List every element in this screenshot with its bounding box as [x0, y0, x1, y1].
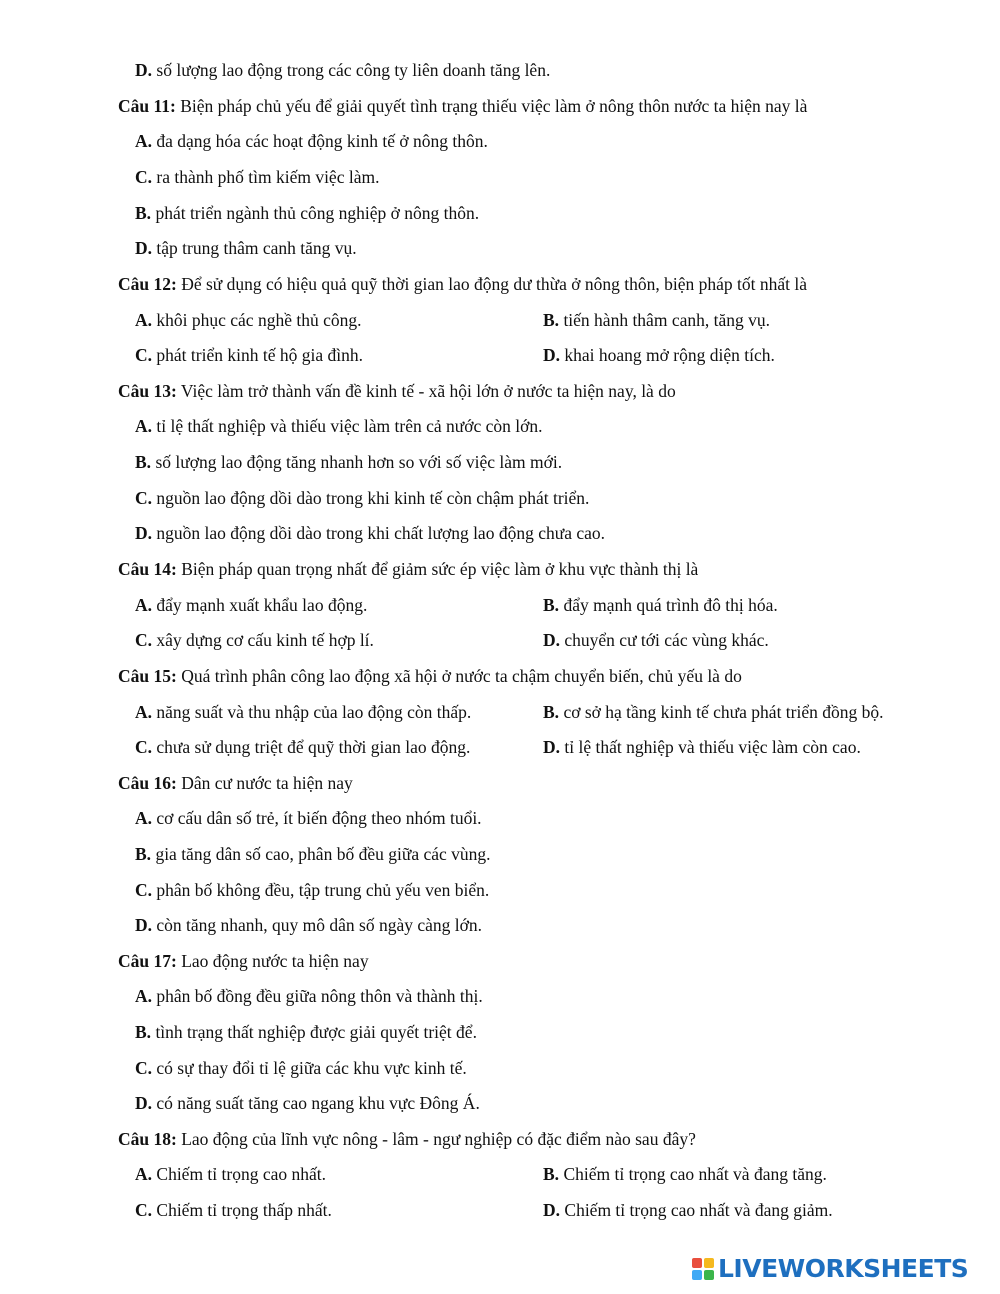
question-line [118, 95, 807, 117]
answer-option [135, 736, 470, 758]
question-number: Câu 17: [118, 951, 177, 971]
option-letter: B. [135, 1022, 152, 1042]
option-text: phân bố đồng đều giữa nông thôn và thành thị. [156, 986, 483, 1006]
answer-option [135, 1199, 332, 1221]
question-text: Để sử dụng có hiệu quả quỹ thời gian lao động dư thừa ở nông thôn, biện pháp tốt nhất là [181, 274, 808, 294]
answer-option [135, 344, 363, 366]
option-text: chưa sử dụng triệt để quỹ thời gian lao động. [156, 737, 471, 757]
logo-square-red [692, 1258, 702, 1268]
option-text: phát triển kinh tế hộ gia đình. [156, 345, 363, 365]
answer-option [543, 1163, 827, 1185]
option-text: đẩy mạnh quá trình đô thị hóa. [563, 595, 778, 615]
option-text: phân bố không đều, tập trung chủ yếu ven biển. [156, 880, 490, 900]
option-letter: B. [543, 310, 560, 330]
question-text: Biện pháp chủ yếu để giải quyết tình trạng thiếu việc làm ở nông thôn nước ta hiện nay là [180, 96, 808, 116]
option-text: còn tăng nhanh, quy mô dân số ngày càng lớn. [156, 915, 483, 935]
question-text: Việc làm trở thành vấn đề kinh tế - xã hội lớn ở nước ta hiện nay, là do [180, 381, 676, 401]
answer-option [135, 985, 483, 1007]
option-text: khôi phục các nghề thủ công. [156, 310, 362, 330]
answer-option [135, 309, 361, 331]
logo-square-yellow [704, 1258, 714, 1268]
option-text: Chiếm tỉ trọng cao nhất và đang tăng. [563, 1164, 827, 1184]
answer-option [135, 1163, 326, 1185]
option-letter: A. [135, 416, 153, 436]
option-letter: B. [543, 1164, 560, 1184]
option-text: khai hoang mở rộng diện tích. [564, 345, 775, 365]
option-text: ra thành phố tìm kiếm việc làm. [156, 167, 380, 187]
answer-option [543, 701, 884, 723]
option-text: Chiếm tỉ trọng thấp nhất. [156, 1200, 332, 1220]
option-letter: D. [135, 523, 153, 543]
option-letter: C. [135, 167, 153, 187]
option-letter: A. [135, 131, 153, 151]
answer-option [135, 415, 543, 437]
option-letter: A. [135, 808, 153, 828]
option-text: chuyển cư tới các vùng khác. [564, 630, 769, 650]
answer-option [135, 879, 489, 901]
option-letter: D. [135, 238, 153, 258]
liveworksheets-logo-text: LIVEWORKSHEETS [718, 1254, 969, 1283]
option-letter: C. [135, 880, 153, 900]
answer-option [135, 807, 482, 829]
answer-option [135, 914, 482, 936]
option-text: có sự thay đổi tỉ lệ giữa các khu vực kinh tế. [156, 1058, 467, 1078]
option-letter: B. [543, 702, 560, 722]
answer-option [135, 522, 605, 544]
option-text: xây dựng cơ cấu kinh tế hợp lí. [156, 630, 374, 650]
option-text: số lượng lao động trong các công ty liên doanh tăng lên. [156, 60, 551, 80]
option-letter: A. [135, 310, 153, 330]
option-letter: C. [135, 737, 153, 757]
answer-option [135, 1092, 480, 1114]
answer-option [135, 843, 491, 865]
option-letter: D. [543, 630, 561, 650]
answer-option [543, 629, 769, 651]
question-number: Câu 14: [118, 559, 177, 579]
question-text: Lao động của lĩnh vực nông - lâm - ngư nghiệp có đặc điểm nào sau đây? [181, 1129, 696, 1149]
answer-option [543, 309, 770, 331]
question-text: Dân cư nước ta hiện nay [181, 773, 353, 793]
liveworksheets-logo[interactable] [692, 1253, 968, 1285]
option-text: có năng suất tăng cao ngang khu vực Đông Á. [156, 1093, 480, 1113]
option-letter: B. [543, 595, 560, 615]
question-line [118, 772, 353, 794]
option-text: năng suất và thu nhập của lao động còn thấp. [156, 702, 472, 722]
option-letter: A. [135, 1164, 153, 1184]
question-line [118, 273, 807, 295]
option-letter: B. [135, 844, 152, 864]
option-text: Chiếm tỉ trọng cao nhất. [156, 1164, 327, 1184]
answer-option [135, 1021, 477, 1043]
question-text: Biện pháp quan trọng nhất để giảm sức ép việc làm ở khu vực thành thị là [181, 559, 699, 579]
liveworksheets-logo-icon [692, 1258, 714, 1280]
question-number: Câu 11: [118, 96, 176, 116]
option-letter: D. [135, 1093, 153, 1113]
question-line [118, 1128, 696, 1150]
question-number: Câu 16: [118, 773, 177, 793]
option-text: cơ sở hạ tầng kinh tế chưa phát triển đồng bộ. [563, 702, 884, 722]
option-letter: A. [135, 702, 153, 722]
option-letter: D. [543, 1200, 561, 1220]
logo-square-green [704, 1270, 714, 1280]
answer-option [543, 594, 778, 616]
question-text: Quá trình phân công lao động xã hội ở nước ta chậm chuyển biến, chủ yếu là do [181, 666, 742, 686]
option-letter: C. [135, 1200, 153, 1220]
option-text: tập trung thâm canh tăng vụ. [156, 238, 357, 258]
answer-option [135, 594, 367, 616]
answer-option [135, 487, 589, 509]
option-text: Chiếm tỉ trọng cao nhất và đang giảm. [564, 1200, 833, 1220]
option-letter: A. [135, 595, 153, 615]
option-text: cơ cấu dân số trẻ, ít biến động theo nhóm tuổi. [156, 808, 482, 828]
option-letter: D. [135, 60, 153, 80]
answer-option [135, 59, 550, 81]
question-line [118, 950, 369, 972]
question-text: Lao động nước ta hiện nay [181, 951, 369, 971]
question-line [118, 558, 698, 580]
answer-option [543, 736, 861, 758]
option-text: số lượng lao động tăng nhanh hơn so với số việc làm mới. [155, 452, 563, 472]
option-text: tỉ lệ thất nghiệp và thiếu việc làm trên cả nước còn lớn. [156, 416, 543, 436]
option-letter: D. [543, 345, 561, 365]
question-number: Câu 12: [118, 274, 177, 294]
question-number: Câu 18: [118, 1129, 177, 1149]
answer-option [543, 344, 775, 366]
option-text: đẩy mạnh xuất khẩu lao động. [156, 595, 368, 615]
answer-option [135, 202, 479, 224]
option-text: tỉ lệ thất nghiệp và thiếu việc làm còn cao. [564, 737, 861, 757]
answer-option [135, 237, 357, 259]
answer-option [135, 1057, 467, 1079]
question-line [118, 665, 742, 687]
answer-option [543, 1199, 833, 1221]
option-letter: B. [135, 452, 152, 472]
option-text: nguồn lao động dồi dào trong khi kinh tế còn chậm phát triển. [156, 488, 590, 508]
question-number: Câu 15: [118, 666, 177, 686]
option-letter: C. [135, 345, 153, 365]
answer-option [135, 629, 374, 651]
option-text: đa dạng hóa các hoạt động kinh tế ở nông thôn. [156, 131, 488, 151]
option-text: tình trạng thất nghiệp được giải quyết triệt để. [155, 1022, 477, 1042]
answer-option [135, 451, 562, 473]
question-number: Câu 13: [118, 381, 177, 401]
logo-square-blue [692, 1270, 702, 1280]
option-letter: A. [135, 986, 153, 1006]
option-text: gia tăng dân số cao, phân bố đều giữa các vùng. [155, 844, 491, 864]
question-line [118, 380, 676, 402]
option-text: nguồn lao động dồi dào trong khi chất lượng lao động chưa cao. [156, 523, 606, 543]
option-letter: C. [135, 1058, 153, 1078]
option-letter: D. [543, 737, 561, 757]
option-letter: C. [135, 630, 153, 650]
option-letter: B. [135, 203, 152, 223]
option-letter: D. [135, 915, 153, 935]
answer-option [135, 166, 379, 188]
answer-option [135, 130, 488, 152]
option-text: tiến hành thâm canh, tăng vụ. [563, 310, 770, 330]
option-letter: C. [135, 488, 153, 508]
option-text: phát triển ngành thủ công nghiệp ở nông thôn. [155, 203, 480, 223]
answer-option [135, 701, 471, 723]
